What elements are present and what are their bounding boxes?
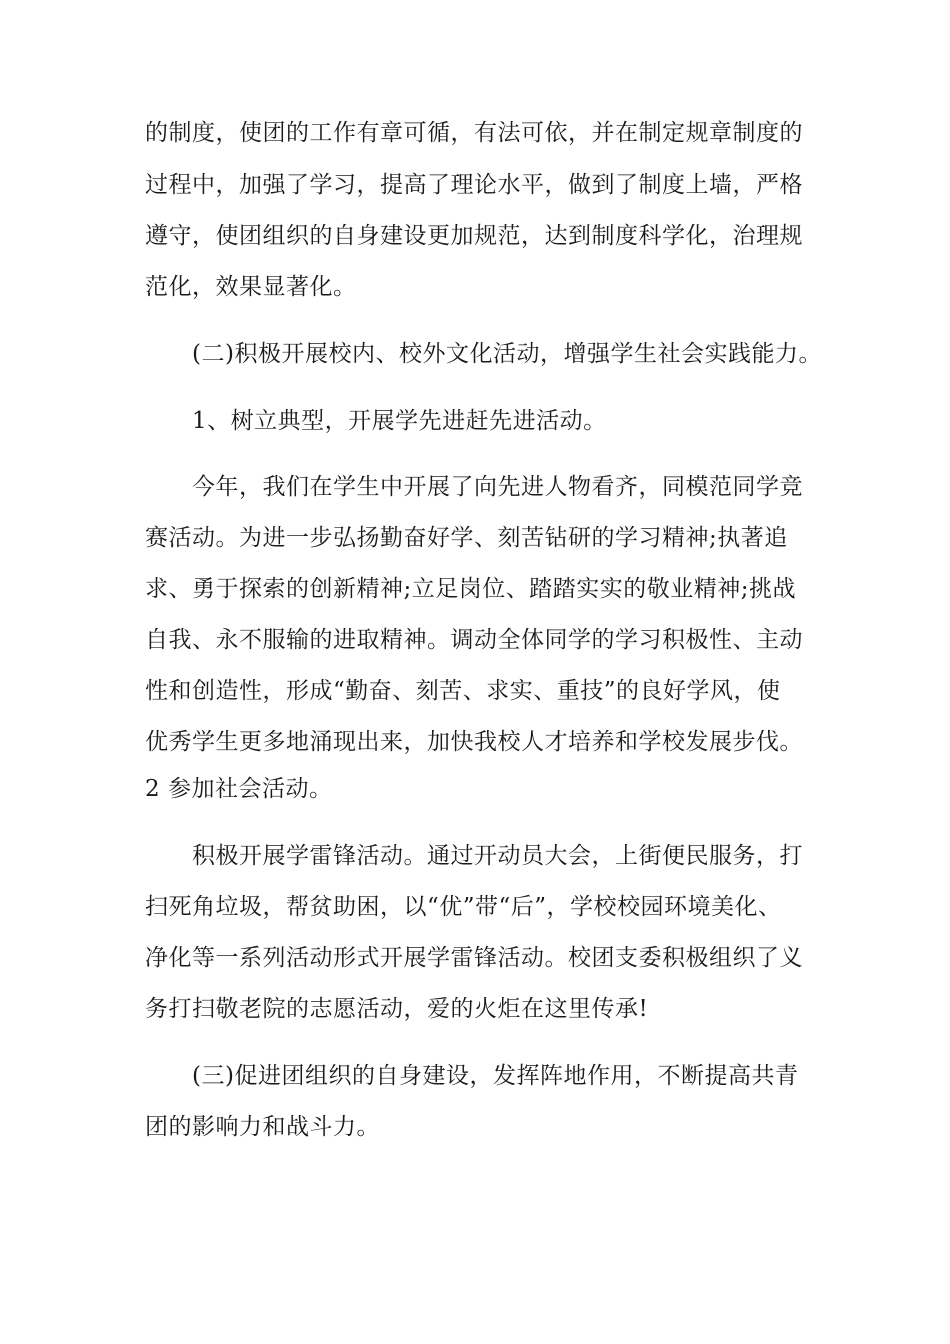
paragraph-line: 今年，我们在学生中开展了向先进人物看齐，同模范同学竞 — [192, 474, 803, 500]
paragraph-line: 务打扫敬老院的志愿活动，爱的火炬在这里传承! — [145, 996, 649, 1022]
section-heading: (三)促进团组织的自身建设，发挥阵地作用，不断提高共青 — [192, 1063, 799, 1089]
paragraph-line: 范化，效果显著化。 — [145, 274, 357, 300]
paragraph-line: 赛活动。为进一步弘扬勤奋好学、刻苦钻研的学习精神;执著追 — [145, 525, 788, 551]
paragraph-line: 积极开展学雷锋活动。通过开动员大会，上街便民服务，打 — [192, 843, 803, 869]
paragraph-line: 净化等一系列活动形式开展学雷锋活动。校团支委积极组织了义 — [145, 945, 803, 971]
paragraph-line: 过程中，加强了学习，提高了理论水平，做到了制度上墙，严格 — [145, 172, 803, 198]
paragraph-line: 性和创造性，形成“勤奋、刻苦、求实、重技”的良好学风，使 — [145, 678, 781, 704]
paragraph-line: 扫死角垃圾，帮贫助困，以“优”带“后”，学校校园环境美化、 — [145, 894, 782, 920]
paragraph-line: 求、勇于探索的创新精神;立足岗位、踏踏实实的敬业精神;挑战 — [145, 576, 796, 602]
section-heading-continued: 团的影响力和战斗力。 — [145, 1114, 380, 1140]
paragraph-line: 优秀学生更多地涌现出来，加快我校人才培养和学校发展步伐。 — [145, 729, 803, 755]
section-heading: (二)积极开展校内、校外文化活动，增强学生社会实践能力。 — [192, 341, 822, 367]
paragraph-line: 的制度，使团的工作有章可循，有法可依，并在制定规章制度的 — [145, 120, 803, 146]
paragraph-line: 遵守，使团组织的自身建设更加规范，达到制度科学化，治理规 — [145, 223, 803, 249]
subsection-heading: 1、树立典型，开展学先进赶先进活动。 — [192, 408, 607, 434]
subsection-heading: 2 参加社会活动。 — [145, 776, 333, 802]
paragraph-line: 自我、永不服输的进取精神。调动全体同学的学习积极性、主动 — [145, 627, 803, 653]
